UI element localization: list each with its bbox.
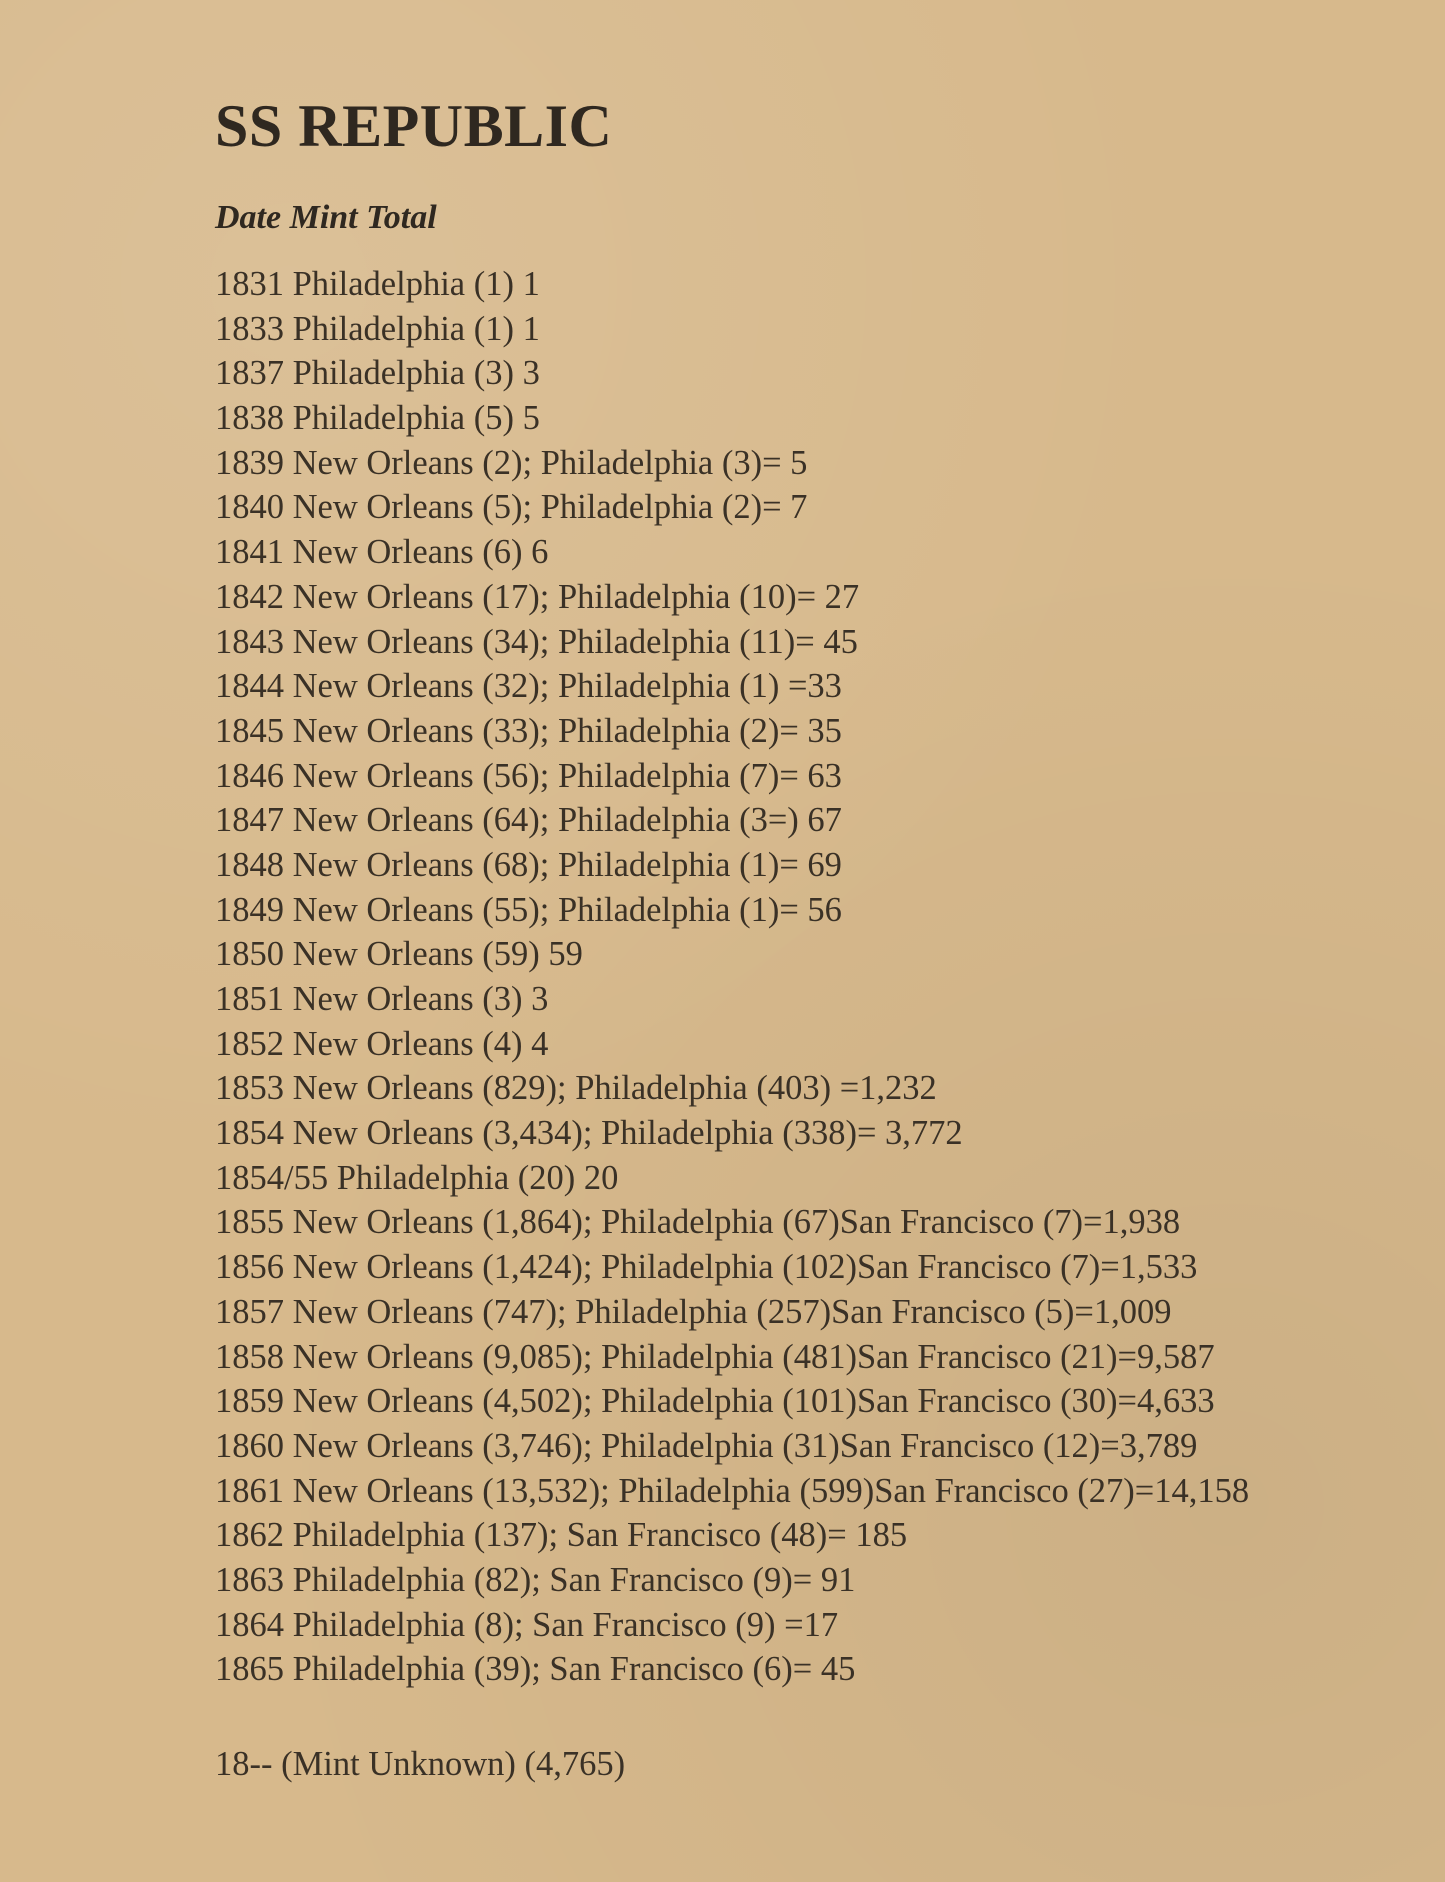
record-line: 1854/55 Philadelphia (20) 20 — [215, 1158, 619, 1197]
record-line: 1856 New Orleans (1,424); Philadelphia (102)San Francisco (7)=1,533 — [215, 1248, 1198, 1287]
record-line: 1865 Philadelphia (39); San Francisco (6)= 45 — [215, 1650, 856, 1689]
record-line: 1847 New Orleans (64); Philadelphia (3=) 67 — [215, 801, 842, 840]
record-line: 1853 New Orleans (829); Philadelphia (403) =1,232 — [215, 1069, 937, 1108]
mint-unknown-line: 18-- (Mint Unknown) (4,765) — [215, 1745, 626, 1783]
records-list — [215, 262, 1249, 1692]
record-line: 1843 New Orleans (34); Philadelphia (11)= 45 — [215, 622, 858, 661]
record-line: 1863 Philadelphia (82); San Francisco (9)= 91 — [215, 1560, 856, 1599]
record-line: 1862 Philadelphia (137); San Francisco (48)= 185 — [215, 1516, 908, 1555]
record-line: 1844 New Orleans (32); Philadelphia (1) =33 — [215, 667, 842, 706]
record-line: 1841 New Orleans (6) 6 — [215, 533, 549, 572]
record-line: 1833 Philadelphia (1) 1 — [215, 309, 540, 348]
record-line: 1850 New Orleans (59) 59 — [215, 935, 583, 974]
record-line: 1839 New Orleans (2); Philadelphia (3)= 5 — [215, 443, 808, 482]
record-line: 1848 New Orleans (68); Philadelphia (1)= 69 — [215, 845, 842, 884]
record-line: 1846 New Orleans (56); Philadelphia (7)= 63 — [215, 756, 842, 795]
record-line: 1855 New Orleans (1,864); Philadelphia (67)San Francisco (7)=1,938 — [215, 1203, 1181, 1242]
record-line: 1840 New Orleans (5); Philadelphia (2)= 7 — [215, 488, 808, 527]
record-line: 1857 New Orleans (747); Philadelphia (257)San Francisco (5)=1,009 — [215, 1292, 1172, 1331]
record-line: 1864 Philadelphia (8); San Francisco (9) =17 — [215, 1605, 839, 1644]
record-line: 1860 New Orleans (3,746); Philadelphia (31)San Francisco (12)=3,789 — [215, 1426, 1198, 1465]
record-line: 1852 New Orleans (4) 4 — [215, 1024, 549, 1063]
record-line: 1861 New Orleans (13,532); Philadelphia (599)San Francisco (27)=14,158 — [215, 1471, 1250, 1510]
record-line: 1838 Philadelphia (5) 5 — [215, 399, 540, 438]
record-line: 1859 New Orleans (4,502); Philadelphia (101)San Francisco (30)=4,633 — [215, 1382, 1215, 1421]
record-line: 1837 Philadelphia (3) 3 — [215, 354, 540, 393]
record-line: 1849 New Orleans (55); Philadelphia (1)= 56 — [215, 890, 842, 929]
column-header: Date Mint Total — [215, 199, 437, 236]
record-line: 1858 New Orleans (9,085); Philadelphia (481)San Francisco (21)=9,587 — [215, 1337, 1215, 1376]
record-line: 1831 Philadelphia (1) 1 — [215, 265, 540, 303]
record-line: 1851 New Orleans (3) 3 — [215, 980, 549, 1018]
record-line: 1842 New Orleans (17); Philadelphia (10)= 27 — [215, 577, 860, 616]
page-title: SS REPUBLIC — [215, 93, 613, 159]
record-line: 1845 New Orleans (33); Philadelphia (2)= 35 — [215, 711, 842, 750]
record-line: 1854 New Orleans (3,434); Philadelphia (338)= 3,772 — [215, 1114, 963, 1153]
